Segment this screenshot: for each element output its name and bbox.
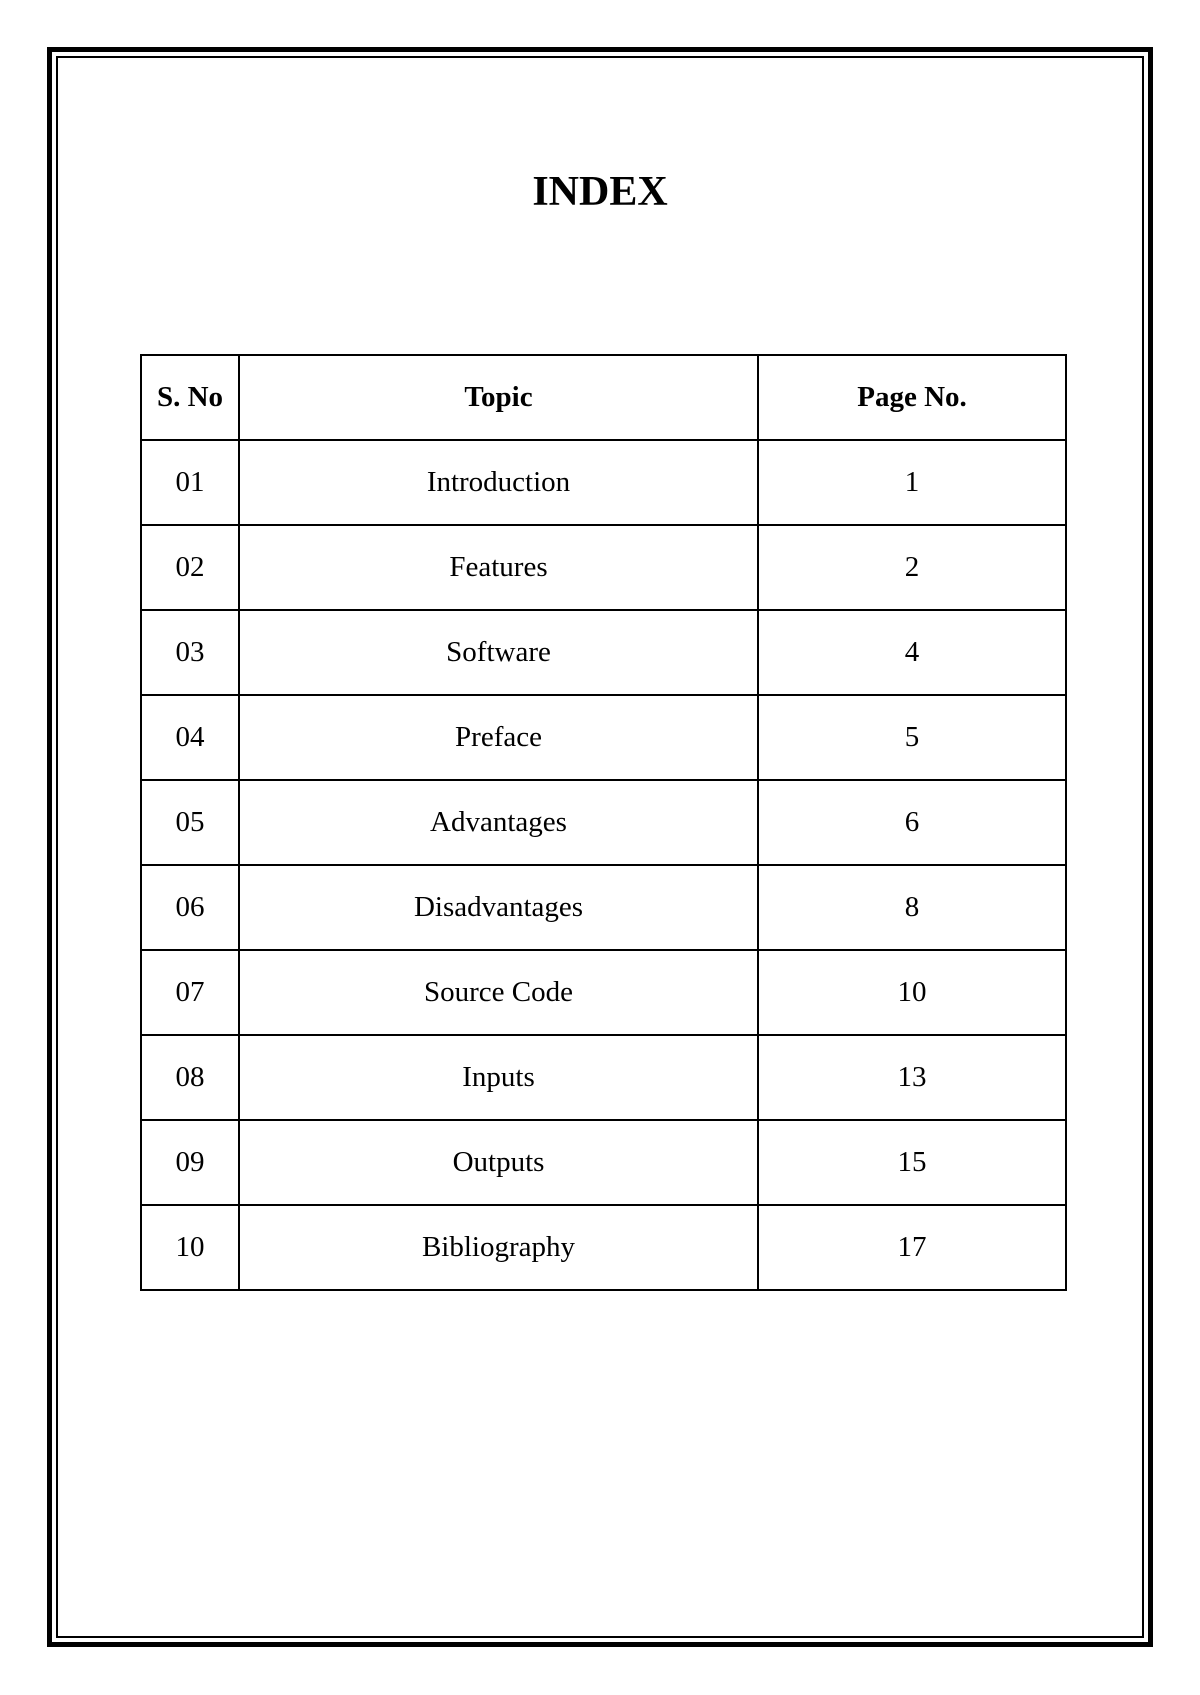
- cell-sno: 03: [141, 610, 239, 695]
- cell-topic: Outputs: [239, 1120, 758, 1205]
- table-row: [141, 950, 1066, 1035]
- cell-sno: 10: [141, 1205, 239, 1290]
- cell-sno: 02: [141, 525, 239, 610]
- table-row: [141, 1035, 1066, 1120]
- table-header-row: [141, 355, 1066, 440]
- cell-page: 1: [758, 440, 1066, 525]
- header-sno: S. No: [141, 355, 239, 440]
- cell-topic: Disadvantages: [239, 865, 758, 950]
- cell-page: 4: [758, 610, 1066, 695]
- cell-topic: Bibliography: [239, 1205, 758, 1290]
- cell-topic: Inputs: [239, 1035, 758, 1120]
- cell-topic: Introduction: [239, 440, 758, 525]
- table-row: [141, 780, 1066, 865]
- cell-sno: 09: [141, 1120, 239, 1205]
- cell-page: 2: [758, 525, 1066, 610]
- cell-sno: 06: [141, 865, 239, 950]
- table-row: [141, 1120, 1066, 1205]
- cell-page: 13: [758, 1035, 1066, 1120]
- index-table: [140, 354, 1067, 1291]
- table-row: [141, 525, 1066, 610]
- cell-page: 5: [758, 695, 1066, 780]
- cell-page: 10: [758, 950, 1066, 1035]
- cell-page: 17: [758, 1205, 1066, 1290]
- cell-sno: 08: [141, 1035, 239, 1120]
- cell-topic: Features: [239, 525, 758, 610]
- cell-topic: Preface: [239, 695, 758, 780]
- cell-page: 15: [758, 1120, 1066, 1205]
- cell-sno: 04: [141, 695, 239, 780]
- table-row: [141, 440, 1066, 525]
- table-row: [141, 695, 1066, 780]
- page-title: INDEX: [532, 169, 668, 215]
- cell-sno: 05: [141, 780, 239, 865]
- table-row: [141, 610, 1066, 695]
- cell-topic: Advantages: [239, 780, 758, 865]
- header-topic: Topic: [239, 355, 758, 440]
- header-page: Page No.: [758, 355, 1066, 440]
- cell-page: 6: [758, 780, 1066, 865]
- cell-sno: 07: [141, 950, 239, 1035]
- cell-topic: Source Code: [239, 950, 758, 1035]
- table-row: [141, 865, 1066, 950]
- cell-topic: Software: [239, 610, 758, 695]
- table-row: [141, 1205, 1066, 1290]
- cell-page: 8: [758, 865, 1066, 950]
- cell-sno: 01: [141, 440, 239, 525]
